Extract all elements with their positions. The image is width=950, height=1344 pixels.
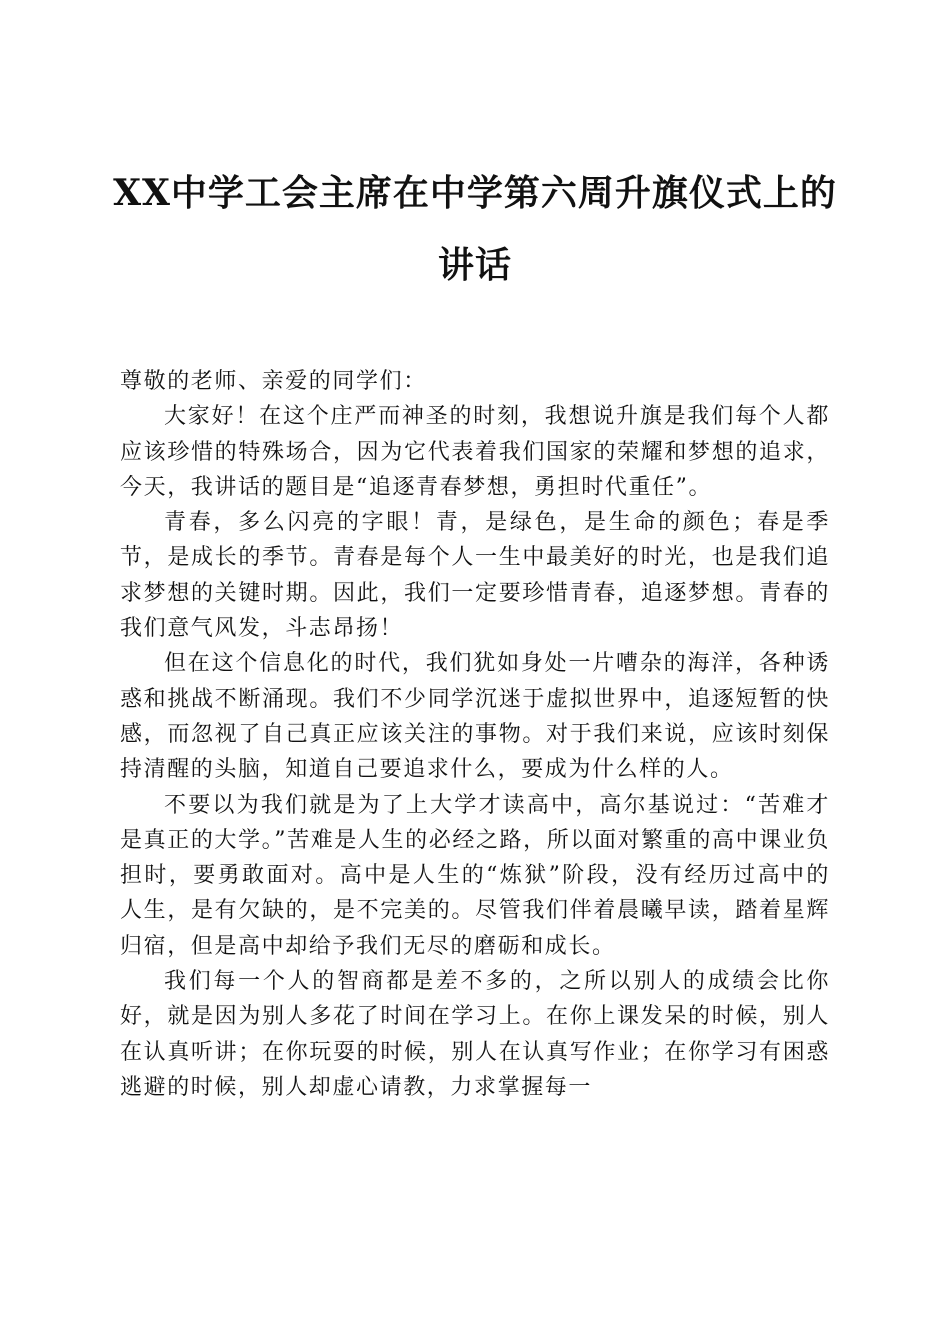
paragraph: 但在这个信息化的时代，我们犹如身处一片嘈杂的海洋，各种诱惑和挑战不断涌现。我们不少同学沉迷于虚拟世界中，追逐短暂的快感，而忽视了自己真正应该关注的事物。对于我们来说，应该时刻保持清醒的头脑，知道自己要追求什么，要成为什么样的人。	[120, 651, 830, 783]
greeting: 尊敬的老师、亲爱的同学们：	[120, 369, 427, 394]
paragraph: 不要以为我们就是为了上大学才读高中，高尔基说过：“苦难才是真正的大学。”苦难是人生的必经之路，所以面对繁重的高中课业负担时，要勇敢面对。高中是人生的“炼狱”阶段，没有经历过高中的人生，是有欠缺的，是不完美的。尽管我们伴着晨曦早读，踏着星辉归宿，但是高中却给予我们无尽的磨砺和成长。	[120, 792, 830, 959]
document-title-line-1: XX中学工会主席在中学第六周升旗仪式上的	[113, 172, 837, 214]
document-title-line-2: 讲话	[437, 244, 512, 286]
paragraph: 大家好！在这个庄严而神圣的时刻，我想说升旗是我们每个人都应该珍惜的特殊场合，因为它代表着我们国家的荣耀和梦想的追求，今天，我讲话的题目是“追逐青春梦想，勇担时代重任”。	[120, 404, 830, 500]
paragraph: 青春，多么闪亮的字眼！青，是绿色，是生命的颜色；春是季节，是成长的季节。青春是每个人一生中最美好的时光，也是我们追求梦想的关键时期。因此，我们一定要珍惜青春，追逐梦想。青春的我们意气风发，斗志昂扬！	[120, 510, 830, 642]
speech-body	[120, 364, 830, 1105]
paragraph: 我们每一个人的智商都是差不多的，之所以别人的成绩会比你好，就是因为别人多花了时间在学习上。在你上课发呆的时候，别人在认真听讲；在你玩耍的时候，别人在认真写作业；在你学习有困惑逃避的时候，别人却虚心请教，力求掌握每一	[120, 969, 830, 1100]
